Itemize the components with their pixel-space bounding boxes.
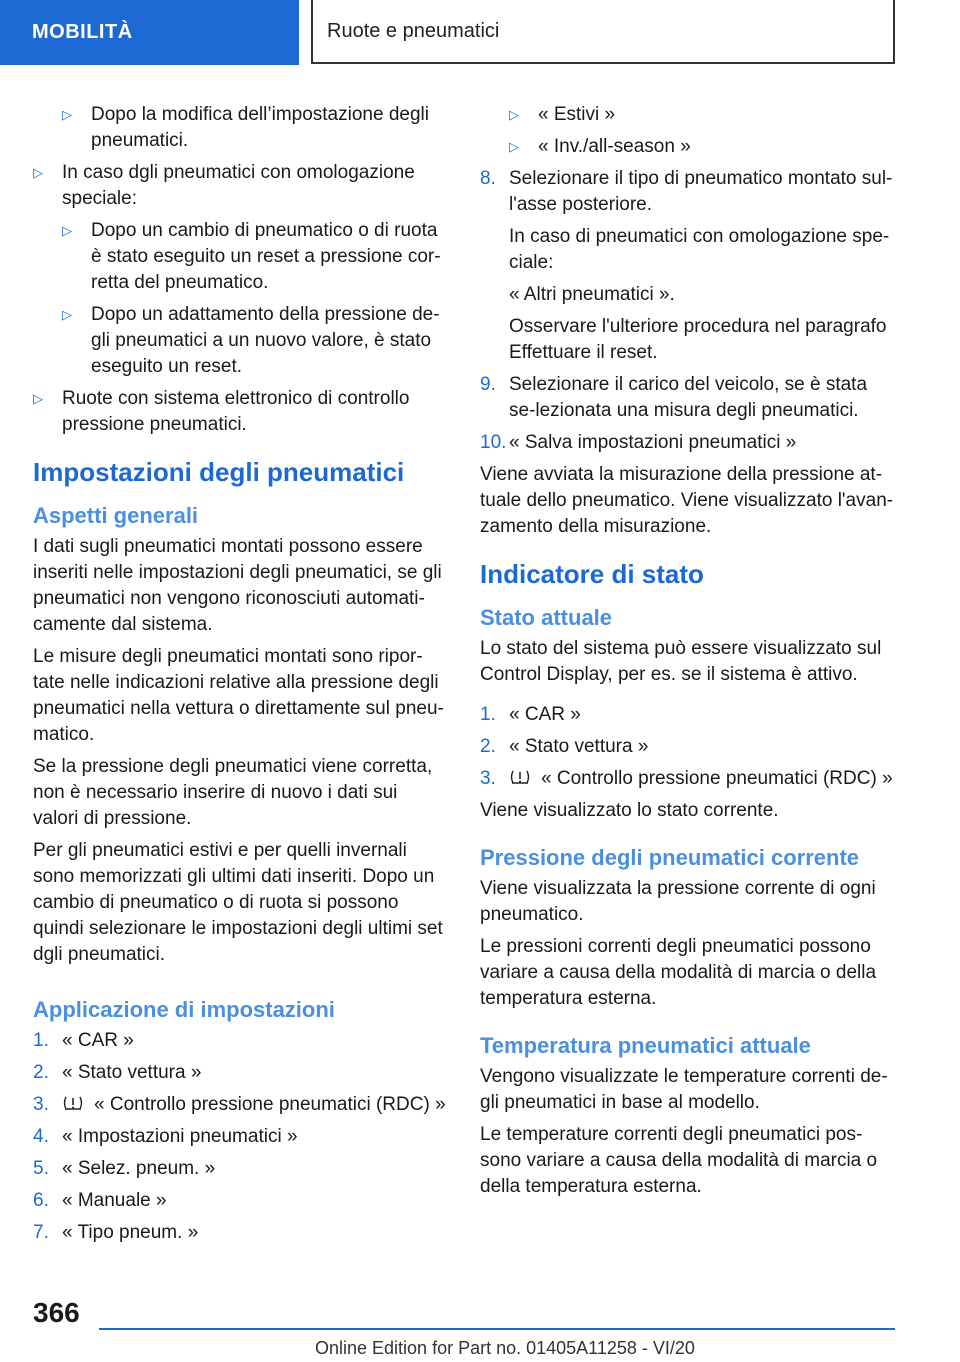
- step-item: [33, 1028, 448, 1054]
- step-item: [480, 372, 895, 424]
- paragraph: Lo stato del sistema può essere visualizzato sul Control Display, per es. se il sistema è attivo.: [480, 638, 882, 685]
- paragraph: Viene visualizzata la pressione corrente di ogni pneumatico.: [480, 878, 876, 925]
- paragraph: Vengono visualizzate le temperature correnti de-gli pneumatici in base al modello.: [480, 1066, 888, 1113]
- step-number: 8.: [480, 168, 496, 189]
- list-item: [33, 160, 448, 212]
- paragraph: Viene visualizzato lo stato corrente.: [480, 800, 779, 821]
- step-item: [33, 1188, 448, 1214]
- paragraph: Le temperature correnti degli pneumatici pos-sono variare a causa della modalità di marcia o della temperatura esterna.: [480, 1124, 878, 1197]
- triangle-bullet-icon: ▷: [62, 223, 72, 238]
- step-text: Selezionare il carico del veicolo, se è stata se-lezionata una misura degli pneumatici.: [509, 374, 868, 421]
- step-text: « CAR »: [509, 704, 581, 725]
- step-number: 3.: [480, 768, 496, 789]
- step-item: [480, 166, 895, 366]
- step-text: « Stato vettura »: [62, 1062, 202, 1083]
- subsection-heading: Aspetti generali: [33, 503, 199, 528]
- step-text: « Selez. pneum. »: [62, 1158, 216, 1179]
- edition-note: Online Edition for Part no. 01405A11258 - VI/20: [315, 1338, 695, 1358]
- subsection-heading: Applicazione di impostazioni: [33, 997, 335, 1022]
- section-heading: Impostazioni degli pneumatici: [33, 457, 405, 487]
- step-number: 1.: [480, 704, 496, 725]
- list-item: [509, 102, 895, 128]
- step-text: « Impostazioni pneumatici »: [62, 1126, 298, 1147]
- page-number: 366: [33, 1297, 80, 1328]
- step-number: 5.: [33, 1158, 49, 1179]
- footer-divider: [99, 1328, 895, 1330]
- step-item: [480, 430, 895, 456]
- list-item: [62, 218, 448, 296]
- step-text: « Salva impostazioni pneumatici »: [509, 432, 797, 453]
- step-number: 2.: [480, 736, 496, 757]
- list-item-text: In caso dgli pneumatici con omologazione speciale:: [62, 162, 415, 209]
- step-text: « Tipo pneum. »: [62, 1222, 199, 1243]
- step-text: Selezionare il tipo di pneumatico montato sul-l'asse posteriore.: [509, 168, 893, 215]
- step-text: In caso di pneumatici con omologazione spe-ciale:: [509, 226, 890, 273]
- step-item: [480, 702, 895, 728]
- chapter-title: Ruote e pneumatici: [327, 19, 500, 42]
- step-number: 1.: [33, 1030, 49, 1051]
- list-item: [509, 134, 895, 160]
- right-column: [480, 102, 895, 1206]
- list-item: [33, 386, 448, 438]
- list-item: [62, 302, 448, 380]
- left-column: [33, 102, 448, 1252]
- triangle-bullet-icon: ▷: [62, 307, 72, 322]
- chapter-header: [311, 0, 895, 64]
- step-item: [480, 766, 895, 792]
- list-item-text: Dopo un cambio di pneumatico o di ruota è stato eseguito un reset a pressione cor-retta del pneumatico.: [91, 220, 441, 293]
- list-item-text: « Estivi »: [538, 104, 616, 125]
- step-text: « Manuale »: [62, 1190, 167, 1211]
- step-number: 10.: [480, 432, 507, 453]
- section-tab: [0, 0, 299, 65]
- section-title: MOBILITÀ: [32, 21, 133, 43]
- step-text: Osservare l'ulteriore procedura nel paragrafo Effettuare il reset.: [509, 316, 887, 363]
- step-item: [33, 1124, 448, 1150]
- step-text: « Stato vettura »: [509, 736, 649, 757]
- paragraph: Viene avviata la misurazione della pressione at-tuale dello pneumatico. Viene visualizzato l'avan-zamento della misurazione.: [480, 464, 894, 537]
- paragraph: Per gli pneumatici estivi e per quelli invernali sono memorizzati gli ultimi dati inseriti. Dopo un cambio di pneumatico o di ruota si possono quindi selezionare le impostazioni degli ultimi set dgli pneumatici.: [33, 840, 443, 965]
- section-heading: Indicatore di stato: [480, 559, 704, 589]
- step-item: [33, 1092, 448, 1118]
- tire-pressure-warning-icon: [509, 769, 531, 785]
- triangle-bullet-icon: ▷: [509, 107, 519, 122]
- step-text: « Altri pneumatici ».: [509, 284, 675, 305]
- list-item-text: Ruote con sistema elettronico di controllo pressione pneumatici.: [62, 388, 410, 435]
- step-number: 4.: [33, 1126, 49, 1147]
- triangle-bullet-icon: ▷: [33, 165, 43, 180]
- triangle-bullet-icon: ▷: [509, 139, 519, 154]
- step-number: 3.: [33, 1094, 49, 1115]
- list-item-text: « Inv./all-season »: [538, 136, 691, 157]
- list-item: [62, 102, 448, 154]
- step-number: 7.: [33, 1222, 49, 1243]
- triangle-bullet-icon: ▷: [62, 107, 72, 122]
- subsection-heading: Pressione degli pneumatici corrente: [480, 845, 860, 870]
- step-text: « Controllo pressione pneumatici (RDC) »: [541, 768, 893, 789]
- triangle-bullet-icon: ▷: [33, 391, 43, 406]
- step-item: [480, 734, 895, 760]
- step-item: [33, 1156, 448, 1182]
- subsection-heading: Temperatura pneumatici attuale: [480, 1033, 811, 1058]
- list-item-text: Dopo un adattamento della pressione de-gli pneumatici a un nuovo valore, è stato eseguito un reset.: [91, 304, 440, 377]
- subsection-heading: Stato attuale: [480, 605, 613, 630]
- paragraph: Le misure degli pneumatici montati sono ripor-tate nelle indicazioni relative alla pressione degli pneumatici nella vettura o direttamente sul pneu-matico.: [33, 646, 444, 745]
- list-item-text: Dopo la modifica dell’impostazione degli pneumatici.: [91, 104, 429, 151]
- step-item: [33, 1060, 448, 1086]
- step-number: 6.: [33, 1190, 49, 1211]
- paragraph: Se la pressione degli pneumatici viene corretta, non è necessario inserire di nuovo i dati sui valori di pressione.: [33, 756, 433, 829]
- step-number: 2.: [33, 1062, 49, 1083]
- step-text: « Controllo pressione pneumatici (RDC) »: [94, 1094, 446, 1115]
- paragraph: Le pressioni correnti degli pneumatici possono variare a causa della modalità di marcia o della temperatura esterna.: [480, 936, 877, 1009]
- paragraph: I dati sugli pneumatici montati possono essere inseriti nelle impostazioni degli pneumatici, se gli pneumatici non vengono riconosciuti automati-camente dal sistema.: [33, 536, 442, 635]
- step-text: « CAR »: [62, 1030, 134, 1051]
- step-number: 9.: [480, 374, 496, 395]
- step-item: [33, 1220, 448, 1246]
- tire-pressure-warning-icon: [62, 1095, 84, 1111]
